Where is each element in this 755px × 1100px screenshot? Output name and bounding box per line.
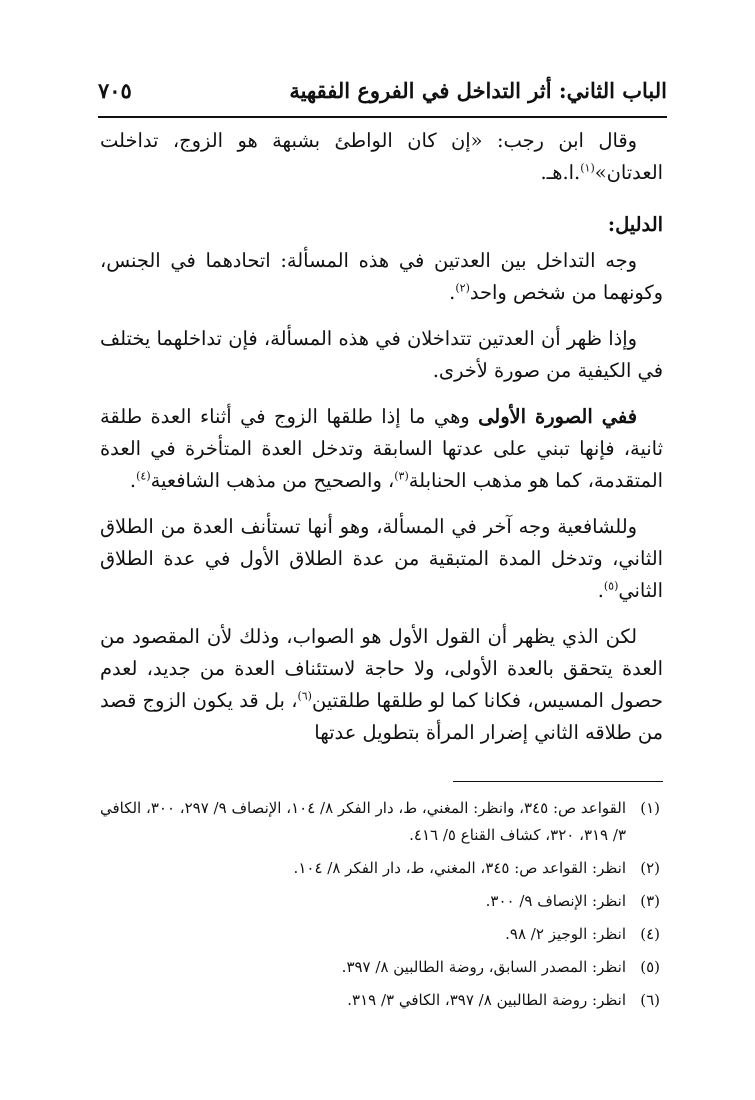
- footnote-item: [95, 888, 660, 915]
- bold-lead: ففي الصورة الأولى: [478, 405, 637, 428]
- paragraph-shafii-view: وللشافعية وجه آخر في المسألة، وهو أنها تستأنف العدة من الطلاق الثاني، وتدخل المدة المتبقية من عدة الطلاق الأول في عدة الطلاق الثاني$^{(٥)}$.: [100, 515, 663, 602]
- paragraph-text: .ا.هـ.: [540, 161, 581, 184]
- footnote-ref[interactable]: (٤): [136, 469, 151, 483]
- page-header: [98, 70, 667, 110]
- paragraph-text: ، بل قد يكون الزوج قصد من طلاقه الثاني إضرار المرأة بتطويل عدتها: [100, 689, 663, 744]
- footnote-number: (٢): [640, 859, 660, 877]
- paragraph-evidence: وجه التداخل بين العدتين في هذه المسألة: اتحادهما في الجنس، وكونهما من شخص واحد$^{(٢)}$.: [100, 249, 663, 304]
- footnote-text: انظر: القواعد ص: ٣٤٥، المغني، ط، دار الفكر ٨/ ١٠٤.: [293, 859, 626, 877]
- paragraph-first-case: ففي الصورة الأولى وهي ما إذا طلقها الزوج في أثناء العدة طلقة ثانية، فإنها تبني على عدتها السابقة وتدخل العدة المتأخرة في العدة المتقدمة، كما هو مذهب الحنابلة$^{(٣)}$، والصحيح من مذهب الشافعية$^{(٤)}$.: [100, 405, 663, 492]
- footnote-divider: [453, 781, 663, 782]
- footnote-number: (١): [640, 799, 660, 817]
- footnote-ref[interactable]: (٣): [394, 469, 409, 483]
- paragraph-conclusion: [100, 621, 663, 749]
- footnotes: [95, 795, 660, 1020]
- section-heading: الدليل:: [607, 213, 663, 236]
- paragraph-text: وإذا ظهر أن العدتين تتداخلان في هذه المسألة، فإن تداخلهما يختلف في الكيفية من صورة لأخرى.: [100, 327, 663, 382]
- footnote-text: انظر: الإنصاف ٩/ ٣٠٠.: [485, 892, 626, 910]
- footnote-item: [95, 795, 660, 849]
- footnote-text: انظر: الوجيز ٢/ ٩٨.: [505, 925, 626, 943]
- footnote-item: [95, 855, 660, 882]
- footnote-ref[interactable]: (٥): [603, 579, 619, 593]
- footnote-ref[interactable]: (٦): [297, 689, 312, 703]
- paragraph-ibn-rajab: [100, 125, 663, 189]
- paragraph-interference: [100, 323, 663, 387]
- paragraph-text: وللشافعية وجه آخر في المسألة، وهو أنها تستأنف العدة من الطلاق الثاني، وتدخل المدة المتبقية من عدة الطلاق الأول في عدة الطلاق الثاني: [100, 515, 663, 602]
- paragraph-text: وقال ابن رجب: «إن كان الواطئ بشبهة هو الزوج، تداخلت العدتان»: [100, 129, 663, 184]
- paragraph-text: ، والصحيح من مذهب الشافعية: [150, 469, 395, 492]
- paragraph-text: لكن الذي يظهر أن القول الأول هو الصواب، وذلك لأن المقصود من العدة يتحقق بالعدة الأولى، ولا حاجة لاستئناف العدة من جديد، لعدم حصول المسيس، فكانا كما لو طلقها طلقتين: [100, 625, 663, 712]
- footnote-number: (٣): [640, 892, 660, 910]
- footnote-text: انظر: روضة الطالبين ٨/ ٣٩٧، الكافي ٣/ ٣١٩.: [347, 991, 626, 1009]
- footnote-item: [95, 954, 660, 981]
- footnote-number: (٤): [640, 925, 660, 943]
- footnote-ref[interactable]: (١): [580, 161, 595, 175]
- header-divider: [98, 116, 667, 118]
- paragraph-text: وهي ما إذا طلقها الزوج في أثناء العدة طلقة ثانية، فإنها تبني على عدتها السابقة وتدخل العدة المتأخرة في العدة المتقدمة، كما هو مذهب الحنابلة: [100, 405, 663, 492]
- page-number: ٧٠٥: [98, 77, 132, 103]
- footnote-ref[interactable]: (٢): [455, 281, 470, 295]
- chapter-title: الباب الثاني: أثر التداخل في الفروع الفقهية: [289, 77, 667, 103]
- footnote-number: (٦): [640, 991, 660, 1009]
- footnote-item: [95, 987, 660, 1014]
- footnote-text: القواعد ص: ٣٤٥، وانظر: المغني، ط، دار الفكر ٨/ ١٠٤، الإنصاف ٩/ ٢٩٧، ٣٠٠، الكافي ٣/ ٣١٩، ٣٢٠، كشاف القناع ٥/ ٤١٦.: [99, 799, 626, 844]
- footnote-item: [95, 921, 660, 948]
- paragraph-text: وجه التداخل بين العدتين في هذه المسألة: اتحادهما في الجنس، وكونهما من شخص واحد: [100, 249, 663, 304]
- main-text: [100, 125, 663, 763]
- footnote-text: انظر: المصدر السابق، روضة الطالبين ٨/ ٣٩٧.: [341, 958, 626, 976]
- footnote-number: (٥): [640, 958, 660, 976]
